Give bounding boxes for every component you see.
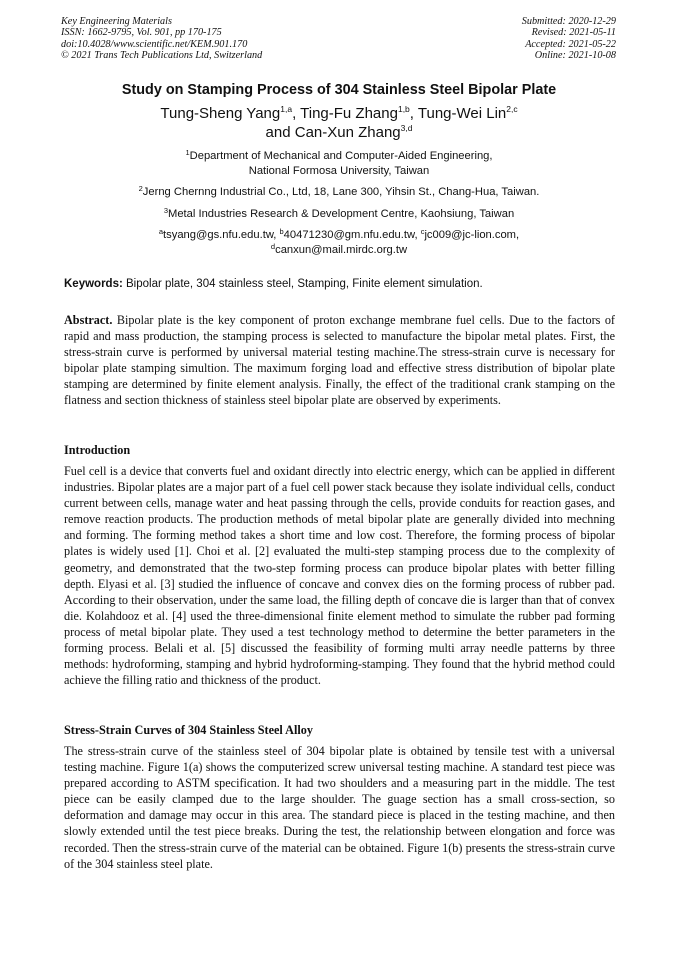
affiliation-text: Metal Industries Research & Development Centre, Kaohsiung, Taiwan xyxy=(168,208,515,220)
email-line-1 xyxy=(0,228,678,243)
affiliation-1-line-2 xyxy=(0,164,678,179)
keywords xyxy=(64,278,616,290)
author-name: Can-Xun Zhang xyxy=(294,124,401,141)
introduction-heading: Introduction xyxy=(64,443,131,457)
abstract-label: Abstract. xyxy=(64,313,113,327)
affiliation-text: National Formosa University, Taiwan xyxy=(248,164,430,177)
abstract-text: Bipolar plate is the key component of proton exchange membrane fuel cells. Due to the factors of rapid and mass production, the stamping process is selected to manufacture the bipolar metal plates. First, the stress-strain curve is performed by universal material testing machine.The stress-strain curve is necessary for bipolar plate stamping simultion. The maximum forging load and effective stress distribution of bipolar plate stamping are determined by finite element analysis. Finally, the effect of the traditional crank stamping on the flatness and section thickness of stainless steel bipolar plate are observed by experiments. xyxy=(64,313,615,408)
email-link[interactable]: jc009@jc-lion.com, xyxy=(424,229,520,241)
keywords-label: Keywords: xyxy=(64,278,123,290)
journal-name: Key Engineering Materials xyxy=(61,16,172,27)
abstract xyxy=(64,312,615,409)
affiliation-3 xyxy=(0,207,678,222)
paper-title: Study on Stamping Process of 304 Stainless Steel Bipolar Plate xyxy=(121,82,557,98)
email-line-2 xyxy=(0,243,678,258)
keywords-text: Bipolar plate, 304 stainless steel, Stamping, Finite element simulation. xyxy=(122,278,483,290)
author-affil-marker: 2,c xyxy=(506,104,518,114)
author-affil-marker: 3,d xyxy=(400,123,413,133)
email-link[interactable]: canxun@mail.mirdc.org.tw xyxy=(275,243,408,256)
affiliation-text: Department of Mechanical and Computer-Aided Engineering, xyxy=(189,150,493,162)
email-marker: a xyxy=(158,227,164,236)
issn-line: ISSN: 1662-9795, Vol. 901, pp 170-175 xyxy=(61,27,222,39)
header-left xyxy=(61,16,262,62)
email-marker: d xyxy=(270,241,276,251)
affil-marker: 3 xyxy=(163,206,168,215)
affiliation-1 xyxy=(0,149,678,178)
affiliation-text: Jerng Chernng Industrial Co., Ltd, 18, Lane 300, Yihsin St., Chang-Hua, Taiwan. xyxy=(142,186,540,198)
affiliation-1-line-1 xyxy=(0,149,678,164)
section-heading-stress-strain: Stress-Strain Curves of 304 Stainless Steel Alloy xyxy=(64,723,313,737)
email-link[interactable]: tsyang@gs.nfu.edu.tw, xyxy=(163,229,280,241)
affil-marker: 2 xyxy=(138,184,143,193)
doi-line[interactable]: doi:10.4028/www.scientific.net/KEM.901.170 xyxy=(61,38,248,50)
author-and: and xyxy=(265,124,295,141)
author-line-2 xyxy=(0,123,678,142)
author-emails xyxy=(0,228,678,257)
affiliation-2 xyxy=(0,185,678,200)
affil-marker: 1 xyxy=(185,148,190,157)
header-right xyxy=(522,16,616,62)
author-separator: , xyxy=(409,105,418,122)
submitted-date: Submitted: 2020-12-29 xyxy=(521,16,616,27)
section-body-stress-strain: The stress-strain curve of the stainless steel of 304 bipolar plate is obtained by tensile test with a universal testing machine. Figure 1(a) shows the computerized screw universal testing machine. A standard test piece was prepared according to ASTM specification. It had two shoulders and a measuring part in the middle. The test piece can be easily clamped due to the large shoulder. The guage section has a small cross-section, so deformation and damage may occur in this area. The standard piece is placed in the testing machine, and then slowly extended until the test piece breaks. During the test, the relationship between elongation and force was recorded. Then the stress-strain curve of the material can be obtained. Figure 1(b) presents the stress-strain curve of the 304 stainless steel plate. xyxy=(64,744,615,871)
author-list xyxy=(0,104,678,142)
author-line-1 xyxy=(0,104,678,123)
revised-date: Revised: 2021-05-11 xyxy=(531,27,616,39)
email-link[interactable]: 40471230@gm.nfu.edu.tw, xyxy=(283,229,421,241)
introduction-body: Fuel cell is a device that converts fuel and oxidant directly into electric energy, which can be applied in different industries. Bipolar plates are a major part of a fuel cell power stack because they isolate individual cells, conduct current between cells, manage water and heat passing through the cells, provide conduits for reaction gases, and remove reaction products. The production methods of metal bipolar plate are generally divided into mechning and forming. The forming method takes a short time and low cost. Therefore, the forming process of bipolar plates is widely used [1]. Choi et al. [2] evaluated the multi-step stamping process due to the complexity of geometry, and demonstrated that the two-step forming process can produce bipolar plates with better filling depth. Elyasi et al. [3] studied the influence of concave and convex dies on the forming process of rubber pad. According to their observation, under the same load, the filling depth of concave die is larger than that of convex die. Kolahdooz et al. [4] used the three-dimensional finite element method to simulate the rubber pad forming process of metal bipolar plate. They used a test technology method to determine the better parameters in the forming process. Belali et al. [5] discussed the feasibility of forming multi array needle patterns by three methods: hydroforming, stamping and hybrid hydroforming-stamping. They found that the hybrid method could achieve the filling ratio and thickness of the product. xyxy=(64,464,615,688)
author-affil-marker: 1,a xyxy=(280,104,293,114)
email-marker: c xyxy=(420,227,425,236)
email-marker: b xyxy=(279,227,284,236)
author-name: Tung-Sheng Yang xyxy=(160,105,281,122)
author-name: Ting-Fu Zhang xyxy=(300,105,398,122)
accepted-date: Accepted: 2021-05-22 xyxy=(525,38,616,50)
online-date: Online: 2021-10-08 xyxy=(534,50,616,62)
author-affil-marker: 1,b xyxy=(397,104,410,114)
author-name: Tung-Wei Lin xyxy=(417,105,507,122)
copyright-line: © 2021 Trans Tech Publications Ltd, Switzerland xyxy=(61,50,263,62)
author-separator: , xyxy=(292,105,301,122)
